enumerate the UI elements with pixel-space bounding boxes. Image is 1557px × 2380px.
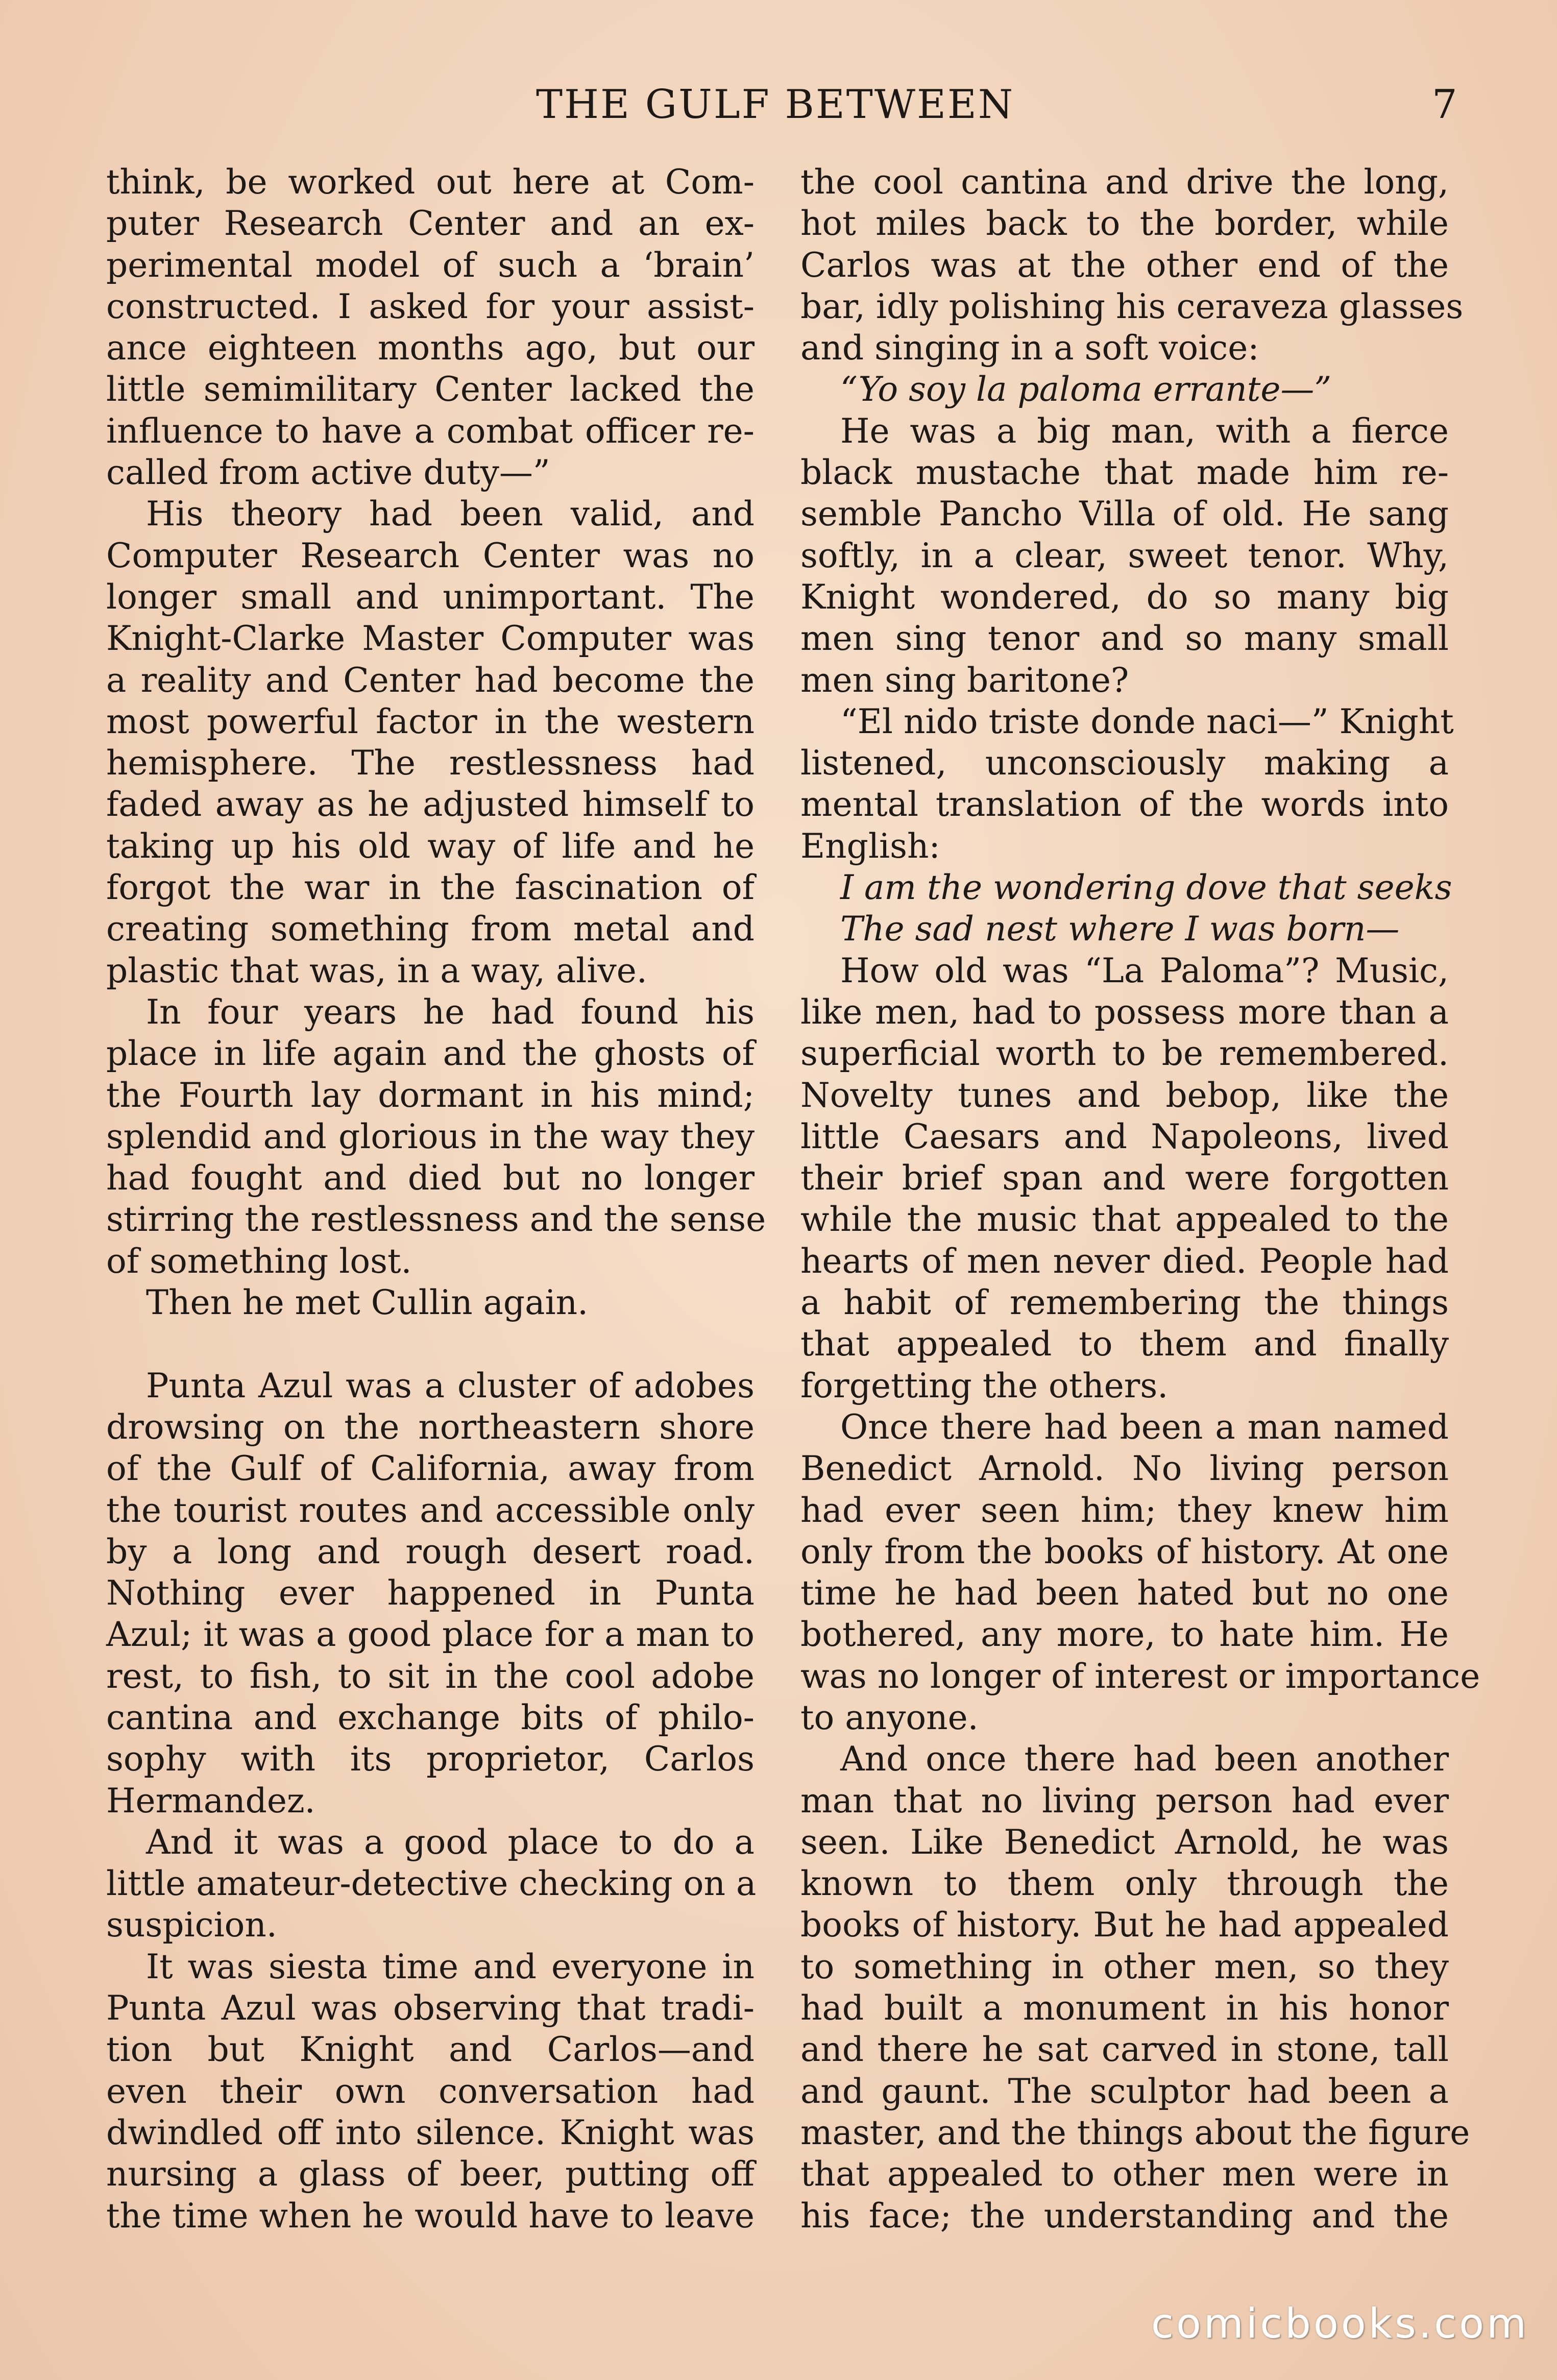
text-line: plastic that was, in a way, alive. xyxy=(106,951,647,990)
text-line: that appealed to them and finally xyxy=(800,1324,1449,1364)
text-line: rest, to fish, to sit in the cool adobe xyxy=(106,1656,755,1696)
text-column-right xyxy=(800,161,1480,2237)
text-line: even their own conversation had xyxy=(106,2071,755,2111)
text-line: Azul; it was a good place for a man to xyxy=(106,1615,755,1655)
text-line: The sad nest where I was born— xyxy=(840,909,1400,949)
text-line: and singing in a soft voice: xyxy=(800,328,1259,368)
text-line: Knight-Clarke Master Computer was xyxy=(106,619,755,659)
text-line: Hermandez. xyxy=(106,1781,315,1820)
text-line: the cool cantina and drive the long, xyxy=(800,162,1449,202)
text-line: men sing tenor and so many small xyxy=(800,619,1449,659)
text-line: ance eighteen months ago, but our xyxy=(106,328,755,368)
text-line: hearts of men never died. People had xyxy=(800,1241,1449,1281)
text-line: bar, idly polishing his ceraveza glasses xyxy=(800,286,1464,326)
text-line: Nothing ever happened in Punta xyxy=(106,1573,755,1613)
text-line: cantina and exchange bits of philo- xyxy=(106,1697,755,1737)
text-line: Novelty tunes and bebop, like the xyxy=(800,1075,1449,1115)
text-line: splendid and glorious in the way they xyxy=(106,1116,755,1156)
text-line: softly, in a clear, sweet tenor. Why, xyxy=(800,536,1449,575)
text-line: forgetting the others. xyxy=(800,1366,1169,1405)
text-line: puter Research Center and an ex- xyxy=(106,204,755,244)
text-line: listened, unconsciously making a xyxy=(800,743,1449,783)
text-column-left xyxy=(106,161,766,2237)
text-line: longer small and unimportant. The xyxy=(106,577,755,617)
text-line: place in life again and the ghosts of xyxy=(106,1034,755,1074)
text-line: man that no living person had ever xyxy=(800,1781,1449,1820)
text-line: his face; the understanding and the xyxy=(800,2196,1449,2236)
text-line: Benedict Arnold. No living person xyxy=(800,1449,1449,1489)
text-line: mental translation of the words into xyxy=(800,785,1449,824)
text-line: a reality and Center had become the xyxy=(106,660,755,700)
text-line: Computer Research Center was no xyxy=(106,536,755,575)
text-line: had ever seen him; they knew him xyxy=(800,1490,1449,1530)
text-line: of something lost. xyxy=(106,1241,412,1281)
text-line: while the music that appealed to the xyxy=(800,1200,1449,1240)
text-line: Punta Azul was observing that tradi- xyxy=(106,1988,755,2028)
text-line: and there he sat carved in stone, tall xyxy=(800,2030,1449,2070)
text-line: His theory had been valid, and xyxy=(146,494,755,534)
text-line: little Caesars and Napoleons, lived xyxy=(800,1116,1449,1156)
text-line: faded away as he adjusted himself to xyxy=(106,785,755,824)
text-line: taking up his old way of life and he xyxy=(106,826,755,866)
text-line: And once there had been another xyxy=(840,1739,1449,1779)
text-line: time he had been hated but no one xyxy=(800,1573,1449,1613)
text-line: little amateur-detective checking on a xyxy=(106,1864,757,1904)
text-line: men sing baritone? xyxy=(800,660,1129,700)
text-line: think, be worked out here at Com- xyxy=(106,162,755,202)
text-line: He was a big man, with a fierce xyxy=(840,411,1449,451)
text-line xyxy=(106,1323,755,1365)
text-line: influence to have a combat officer re- xyxy=(106,411,755,451)
text-line: little semimilitary Center lacked the xyxy=(106,370,755,409)
text-line: by a long and rough desert road. xyxy=(106,1532,755,1571)
text-line: the time when he would have to leave xyxy=(106,2196,755,2236)
text-line: “Yo soy la paloma errante—” xyxy=(840,370,1332,409)
text-line: the tourist routes and accessible only xyxy=(106,1490,755,1530)
text-line: Punta Azul was a cluster of adobes xyxy=(146,1366,755,1405)
text-line: nursing a glass of beer, putting off xyxy=(106,2154,755,2194)
text-line: dwindled off into silence. Knight was xyxy=(106,2112,755,2152)
text-line: How old was “La Paloma”? Music, xyxy=(840,951,1449,990)
text-line: black mustache that made him re- xyxy=(800,453,1449,493)
text-line: hemisphere. The restlessness had xyxy=(106,743,755,783)
text-line: master, and the things about the figure xyxy=(800,2112,1470,2152)
text-line: to anyone. xyxy=(800,1697,979,1737)
text-line: Then he met Cullin again. xyxy=(146,1283,589,1323)
text-line: seen. Like Benedict Arnold, he was xyxy=(800,1822,1449,1862)
site-watermark: comicbooks.com xyxy=(1151,2300,1529,2347)
text-line: perimental model of such a ‘brain’ xyxy=(106,245,755,285)
text-line: their brief span and were forgotten xyxy=(800,1158,1449,1198)
text-line: Once there had been a man named xyxy=(840,1407,1449,1447)
text-line: In four years he had found his xyxy=(146,992,755,1032)
text-line: Carlos was at the other end of the xyxy=(800,245,1449,285)
text-line: like men, had to possess more than a xyxy=(800,992,1449,1032)
text-line: tion but Knight and Carlos—and xyxy=(106,2030,755,2070)
text-line: the Fourth lay dormant in his mind; xyxy=(106,1075,755,1115)
text-line: “El nido triste donde naci—” Knight xyxy=(840,701,1454,741)
running-title: THE GULF BETWEEN xyxy=(536,82,1015,128)
text-line: had built a monument in his honor xyxy=(800,1988,1449,2028)
text-line: drowsing on the northeastern shore xyxy=(106,1407,755,1447)
text-line: stirring the restlessness and the sense xyxy=(106,1200,766,1240)
text-line: hot miles back to the border, while xyxy=(800,204,1449,244)
text-line: suspicion. xyxy=(106,1905,277,1945)
text-line: creating something from metal and xyxy=(106,909,755,949)
text-line: sophy with its proprietor, Carlos xyxy=(106,1739,755,1779)
text-line: bothered, any more, to hate him. He xyxy=(800,1615,1449,1655)
text-line: most powerful factor in the western xyxy=(106,701,755,741)
text-line: called from active duty—” xyxy=(106,453,550,493)
page-number: 7 xyxy=(1432,82,1457,128)
text-line: forgot the war in the fascination of xyxy=(106,868,755,908)
text-line: only from the books of history. At one xyxy=(800,1532,1449,1571)
text-line: of the Gulf of California, away from xyxy=(106,1449,755,1489)
text-line: books of history. But he had appealed xyxy=(800,1905,1449,1945)
text-line: English: xyxy=(800,826,940,866)
text-line: to something in other men, so they xyxy=(800,1947,1449,1986)
text-line: constructed. I asked for your assist- xyxy=(106,286,755,326)
text-line: I am the wondering dove that seeks xyxy=(840,868,1452,908)
text-line: It was siesta time and everyone in xyxy=(146,1947,755,1986)
text-line: And it was a good place to do a xyxy=(146,1822,755,1862)
text-line: and gaunt. The sculptor had been a xyxy=(800,2071,1449,2111)
text-line: had fought and died but no longer xyxy=(106,1158,755,1198)
text-line: superficial worth to be remembered. xyxy=(800,1034,1449,1074)
text-line: was no longer of interest or importance xyxy=(800,1656,1480,1696)
text-line: a habit of remembering the things xyxy=(800,1283,1449,1323)
text-line: known to them only through the xyxy=(800,1864,1449,1904)
text-line: Knight wondered, do so many big xyxy=(800,577,1449,617)
text-line: semble Pancho Villa of old. He sang xyxy=(800,494,1449,534)
text-line: that appealed to other men were in xyxy=(800,2154,1449,2194)
